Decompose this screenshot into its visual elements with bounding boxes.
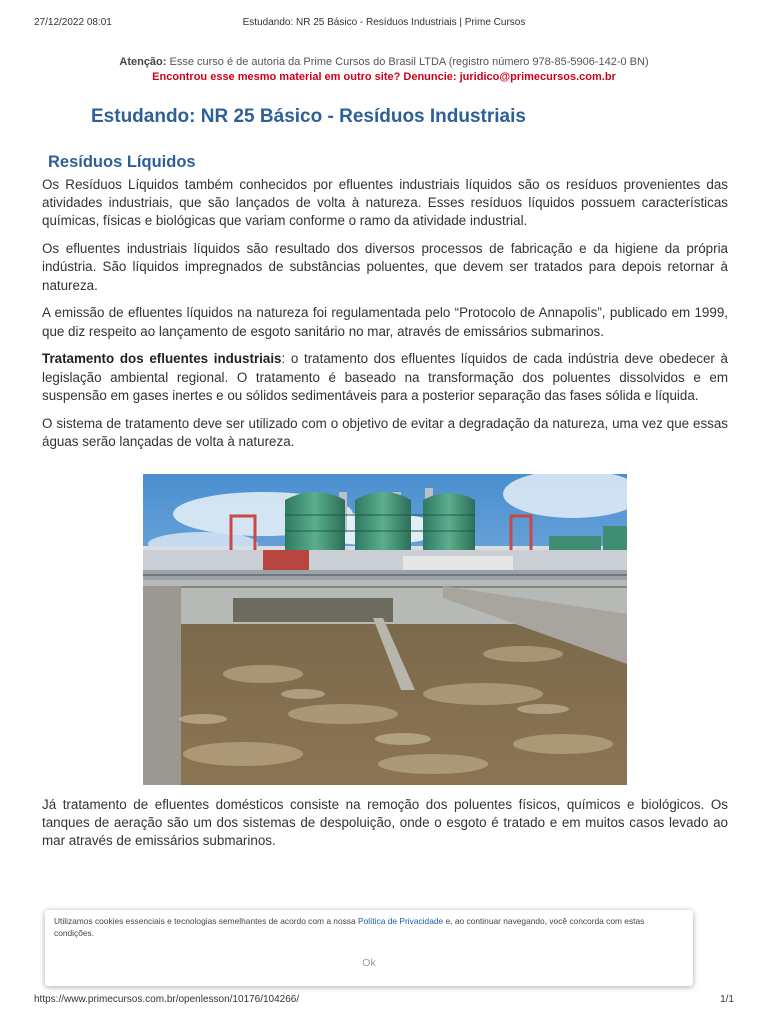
copyright-notice	[0, 55, 768, 85]
paragraph-bold-lead: Tratamento dos efluentes industriais	[42, 351, 282, 367]
cookie-ok-button[interactable]: Ok	[345, 953, 393, 973]
print-datetime: 27/12/2022 08:01	[34, 17, 112, 28]
print-document-title: Estudando: NR 25 Básico - Resíduos Industriais | Prime Cursos	[242, 17, 526, 28]
lesson-content	[42, 176, 728, 461]
paragraph: A emissão de efluentes líquidos na natureza foi regulamentada pelo “Protocolo de Annapolis”, publicado em 1999, que diz respeito ao lançamento de esgoto sanitário no mar, através de emissários submarinos.	[42, 305, 728, 339]
privacy-policy-link[interactable]: Política de Privacidade	[357, 916, 444, 926]
print-footer	[34, 994, 734, 1008]
page-title: Estudando: NR 25 Básico - Resíduos Industriais	[91, 106, 526, 127]
paragraph: Os Resíduos Líquidos também conhecidos por efluentes industriais líquidos são os resíduos provenientes das atividades industriais, que são lançados de volta à natureza. Esses resíduos líquidos possuem características químicas, físicas e biológicas que variam conforme o ramo da atividade industrial.	[42, 177, 728, 229]
authorship-text: Esse curso é de autoria da Prime Cursos do Brasil LTDA (registro número 978-85-5906-142-0 BN)	[166, 56, 649, 68]
report-notice: Encontrou esse mesmo material em outro site? Denuncie: juridico@primecursos.com.br	[152, 71, 616, 83]
paragraph-text: : o tratamento dos efluentes líquidos de cada indústria deve obedecer à legislação ambiental regional. O tratamento é baseado na transformação dos poluentes dissolvidos e em suspensão em gases inertes e ou sólidos sedimentáveis para a posterior separação das fases sólida e líquida.	[42, 351, 728, 403]
page-counter: 1/1	[720, 994, 734, 1005]
cookie-text-after: e, ao continuar navegando, você concorda com estas condições.	[54, 916, 645, 938]
authorship-notice	[0, 55, 768, 70]
cookie-consent-banner	[45, 910, 693, 986]
paragraph-domestic-treatment: Já tratamento de efluentes domésticos consiste na remoção dos poluentes físicos, químicos e biológicos. Os tanques de aeração são um dos sistemas de despoluição, onde o esgoto é tratado e em muitos casos levado ao mar através de emissários submarinos.	[42, 797, 728, 849]
cookie-text-before: Utilizamos cookies essenciais e tecnologias semelhantes de acordo com a nossa	[54, 916, 358, 926]
paragraph	[42, 350, 728, 405]
print-header	[34, 17, 734, 31]
print-url: https://www.primecursos.com.br/openlesson/10176/104266/	[34, 994, 300, 1005]
paragraph: Os efluentes industriais líquidos são resultado dos diversos processos de fabricação e da higiene da própria indústria. São líquidos impregnados de substâncias poluentes, que devem ser tratados para depois retornar à natureza.	[42, 241, 728, 293]
cookie-message	[54, 916, 679, 939]
section-title: Resíduos Líquidos	[48, 153, 196, 171]
wastewater-treatment-photo	[143, 474, 627, 785]
paragraph: O sistema de tratamento deve ser utilizado com o objetivo de evitar a degradação da natureza, uma vez que essas águas serão lançadas de volta à natureza.	[42, 415, 728, 449]
attention-label: Atenção:	[119, 56, 167, 68]
